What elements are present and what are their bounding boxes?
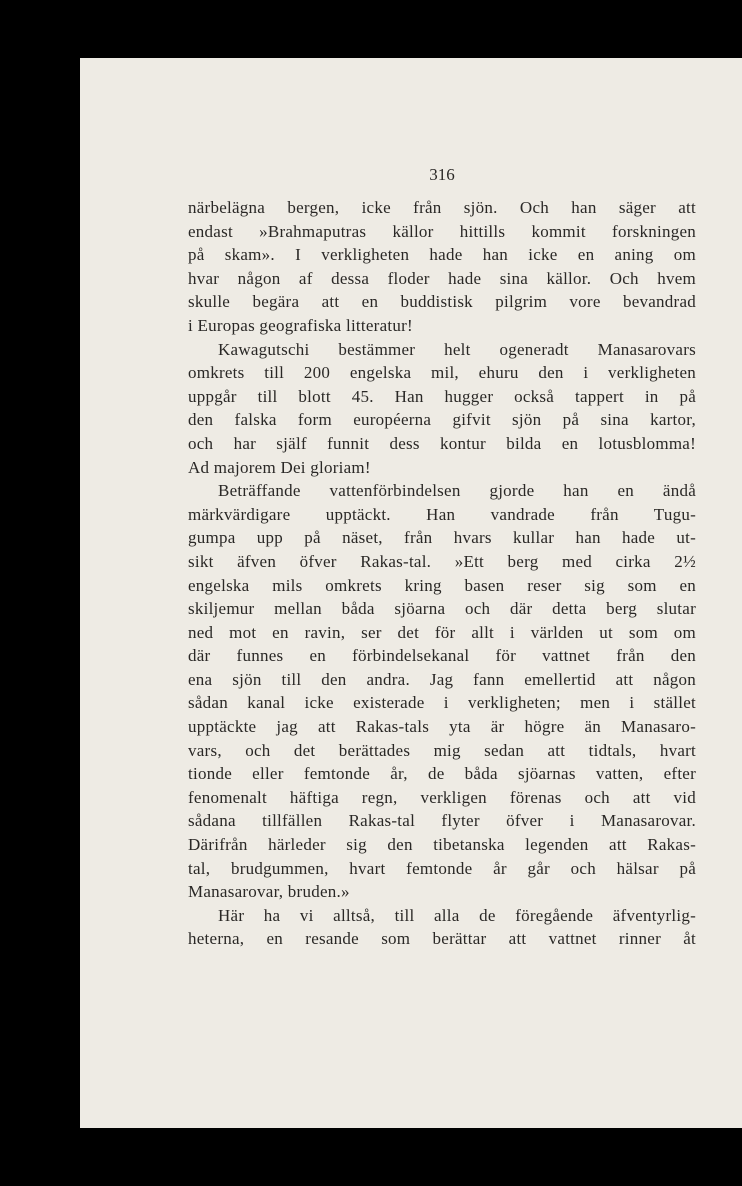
text-line: fenomenalt häftiga regn, verkligen förenas och att vid (188, 787, 696, 807)
text-line: Manasarovar, bruden.» (188, 882, 350, 902)
text-line: tionde eller femtonde år, de båda sjöarnas vatten, efter (188, 764, 696, 784)
text-line: skiljemur mellan båda sjöarna och där detta berg slutar (188, 599, 696, 619)
text-line: Kawagutschi bestämmer helt ogeneradt Manasarovars (218, 339, 696, 359)
text-line: vars, och det berättades mig sedan att tidtals, hvart (188, 740, 696, 760)
text-line: omkrets till 200 engelska mil, ehuru den i verkligheten (188, 363, 696, 383)
text-line: sikt äfven öfver Rakas-tal. »Ett berg med cirka 2½ (188, 551, 696, 571)
text-line: ned mot en ravin, ser det för allt i världen ut som om (188, 622, 696, 642)
text-line: där funnes en förbindelsekanal för vattnet från den (188, 646, 696, 666)
text-line: Därifrån härleder sig den tibetanska legenden att Rakas- (188, 835, 696, 855)
text-line: gumpa upp på näset, från hvars kullar han hade ut- (188, 528, 696, 548)
page-number: 316 (429, 165, 455, 184)
text-line: skulle begära att en buddistisk pilgrim vore bevandrad (188, 292, 696, 312)
text-line: uppgår till blott 45. Han hugger också tappert in på (188, 386, 696, 406)
text-line: heterna, en resande som berättar att vattnet rinner åt (188, 929, 696, 949)
text-line: den falska form européerna gifvit sjön på sina kartor, (188, 410, 696, 430)
text-line: sådana tillfällen Rakas-tal flyter öfver i Manasarovar. (188, 811, 696, 831)
text-line: och har själf funnit dess kontur bilda en lotusblomma! (188, 433, 696, 453)
text-line: på skam». I verkligheten hade han icke en aning om (188, 245, 696, 265)
text-line: ena sjön till den andra. Jag fann emellertid att någon (188, 669, 696, 689)
text-line: märkvärdigare upptäckt. Han vandrade från Tugu- (188, 504, 696, 524)
text-line: sådan kanal icke existerade i verkligheten; men i stället (188, 693, 696, 713)
text-line: Här ha vi alltså, till alla de föregående äfventyrlig- (218, 905, 696, 925)
text-line: närbelägna bergen, icke från sjön. Och han säger att (188, 198, 696, 217)
text-line: Ad majorem Dei gloriam! (188, 457, 371, 477)
text-line: Beträffande vattenförbindelsen gjorde han en ändå (218, 481, 696, 501)
text-block (188, 160, 696, 951)
body-text (188, 196, 696, 951)
text-line: upptäckte jag att Rakas-tals yta är högre än Manasaro- (188, 717, 696, 737)
text-line: tal, brudgummen, hvart femtonde år går och hälsar på (188, 858, 696, 878)
text-line: engelska mils omkrets kring basen reser sig som en (188, 575, 696, 595)
text-line: hvar någon af dessa floder hade sina källor. Och hvem (188, 268, 696, 288)
text-line: i Europas geografiska litteratur! (188, 315, 413, 335)
text-line: endast »Brahmaputras källor hittills kommit forskningen (188, 221, 696, 241)
